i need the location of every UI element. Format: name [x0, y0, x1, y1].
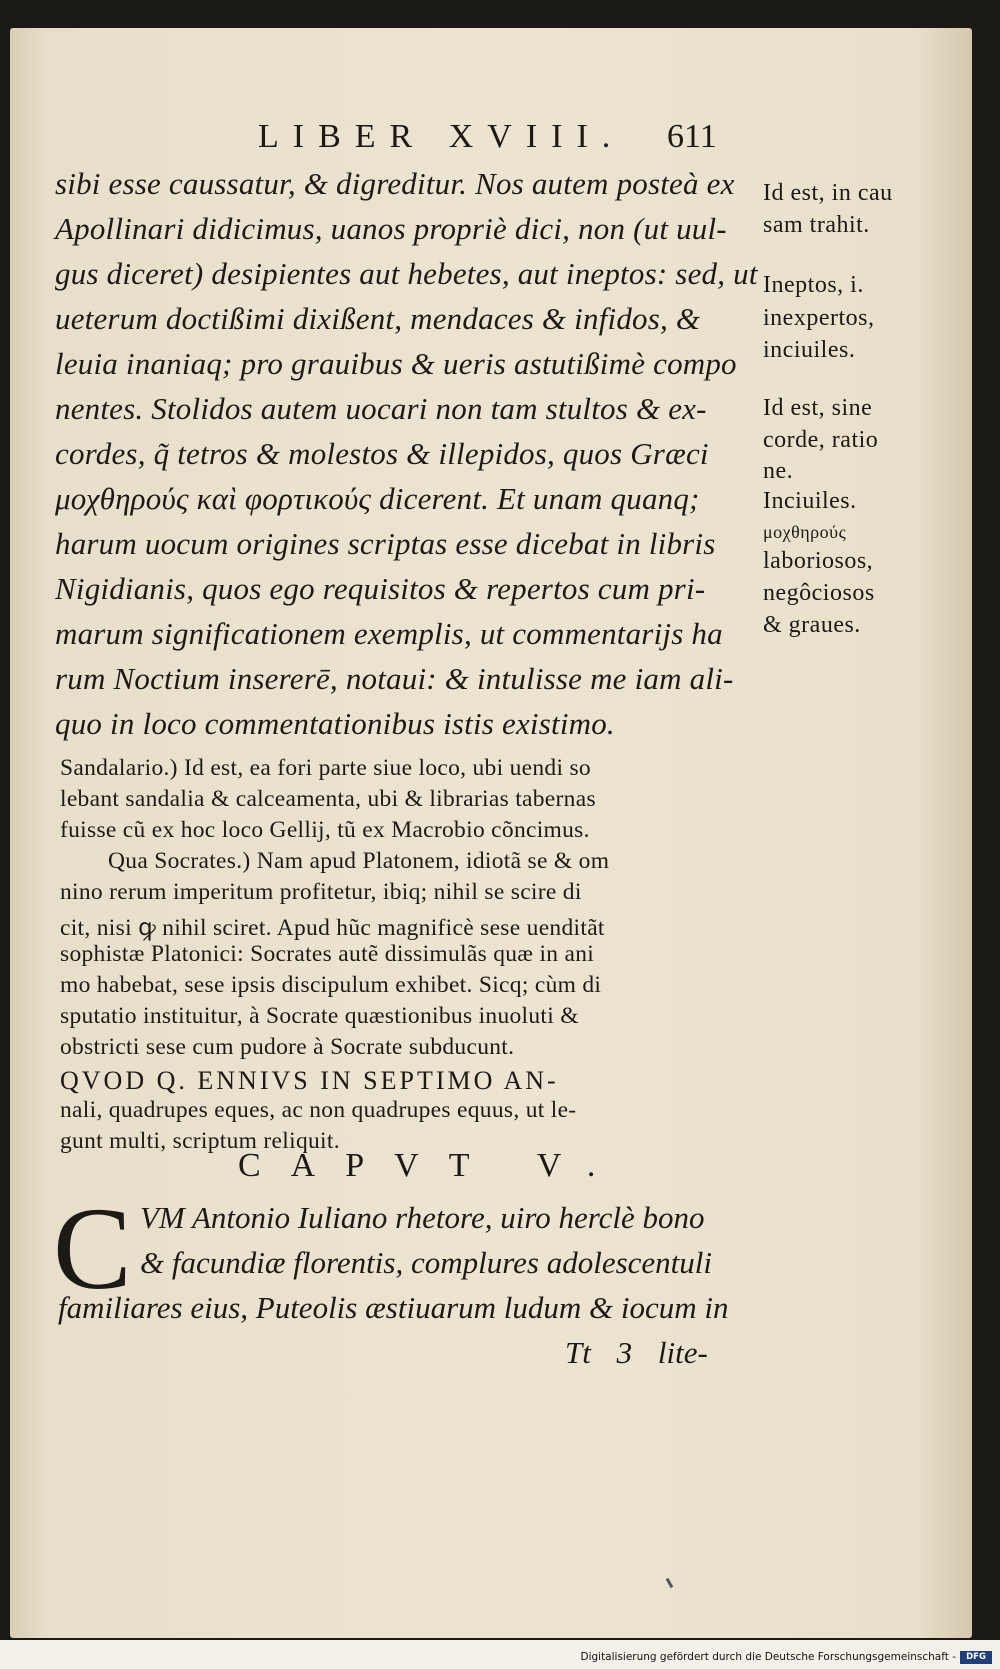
drop-cap-initial: C [53, 1183, 132, 1314]
main-text-line: Apollinari didicimus, uanos propriè dici, non (ut uul- [55, 211, 727, 246]
main-text-line: ueterum doctißimi dixißent, mendaces & infidos, & [55, 301, 701, 336]
dfg-logo: DFG [960, 1651, 992, 1664]
margin-note: μοχθηρούς [763, 522, 847, 542]
commentary-line: sophistæ Platonici: Socrates autẽ dissimulãs quæ in ani [60, 941, 595, 967]
main-text-line: harum uocum origines scriptas esse dicebat in libris [55, 526, 716, 561]
margin-note: & graues. [763, 612, 861, 638]
commentary-line: cit, nisi ꝙ nihil sciret. Apud hũc magnificè sese uenditãt [60, 915, 605, 941]
margin-note: Id est, in cau [763, 180, 893, 206]
main-text-line: marum significationem exemplis, ut commentarijs ha [55, 616, 723, 651]
margin-note: ne. [763, 458, 794, 484]
chapter-text-line: & facundiæ florentis, complures adolescentuli [140, 1245, 713, 1280]
main-text-line: sibi esse caussatur, & digreditur. Nos autem posteà ex [55, 166, 735, 201]
main-text-line: gus diceret) desipientes aut hebetes, aut ineptos: sed, ut [55, 256, 758, 291]
margin-note: laboriosos, [763, 548, 874, 574]
commentary-line: fuisse cũ ex hoc loco Gellij, tũ ex Macrobio cõncimus. [60, 817, 590, 843]
chapter-summary-line: gunt multi, scriptum reliquit. [60, 1128, 340, 1154]
footer-credit: Digitalisierung gefördert durch die Deutsche Forschungsgemeinschaft - [580, 1651, 956, 1663]
page-number: 611 [667, 118, 717, 155]
chapter-text-line: familiares eius, Puteolis æstiuarum ludum & iocum in [58, 1290, 729, 1325]
margin-note: inexpertos, [763, 305, 875, 331]
margin-note: negôciosos [763, 580, 875, 606]
chapter-heading: CAPVT V. [238, 1147, 626, 1184]
margin-note: inciuiles. [763, 337, 856, 363]
chapter-text-line: VM Antonio Iuliano rhetore, uiro herclè bono [140, 1200, 705, 1235]
commentary-line: Sandalario.) Id est, ea fori parte siue loco, ubi uendi so [60, 755, 591, 781]
commentary-line: obstricti sese cum pudore à Socrate subducunt. [60, 1034, 515, 1060]
main-text-line: μοχθηρούς καὶ φορτικούς dicerent. Et unam quanq; [55, 481, 700, 516]
chapter-summary-line: nali, quadrupes eques, ac non quadrupes equus, ut le- [60, 1097, 577, 1123]
margin-note: Ineptos, i. [763, 272, 864, 298]
margin-note: sam trahit. [763, 212, 870, 238]
margin-note: corde, ratio [763, 427, 879, 453]
main-text-line: leuia inaniaq; pro grauibus & ueris astutißimè compo [55, 346, 737, 381]
commentary-line: sputatio instituitur, à Socrate quæstionibus inuoluti & [60, 1003, 579, 1029]
margin-note: Id est, sine [763, 395, 873, 421]
catchword: Tt 3 lite- [565, 1335, 708, 1370]
main-text-line: quo in loco commentationibus istis existimo. [55, 706, 615, 741]
margin-note: Inciuiles. [763, 488, 857, 514]
main-text-line: nentes. Stolidos autem uocari non tam stultos & ex- [55, 391, 707, 426]
commentary-line: Qua Socrates.) Nam apud Platonem, idiotã se & om [108, 848, 610, 874]
main-text-line: rum Noctium insererē, notaui: & intulisse me iam ali- [55, 661, 734, 696]
chapter-summary-line: QVOD Q. ENNIVS IN SEPTIMO AN- [60, 1066, 559, 1095]
commentary-line: mo habebat, sese ipsis discipulum exhibet. Sicq; cùm di [60, 972, 602, 998]
main-text-line: cordes, q̃ tetros & molestos & illepidos, quos Græci [55, 436, 709, 471]
main-text-line: Nigidianis, quos ego requisitos & repertos cum pri- [55, 571, 706, 606]
commentary-line: nino rerum imperitum profitetur, ibiq; nihil se scire di [60, 879, 582, 905]
running-head: LIBER XVIII. [258, 118, 625, 155]
commentary-line: lebant sandalia & calceamenta, ubi & librarias tabernas [60, 786, 596, 812]
